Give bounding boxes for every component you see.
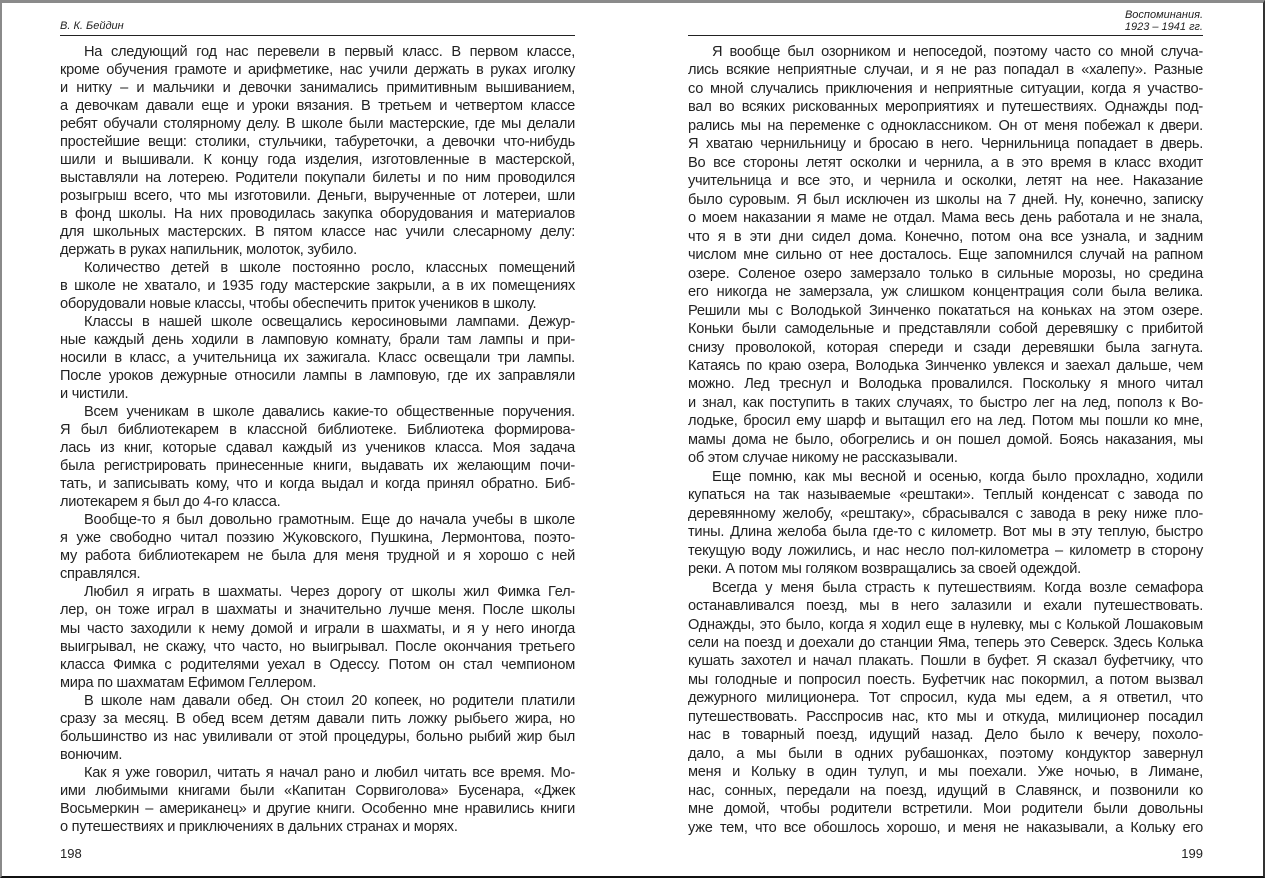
text-line: Еще помню, как мы весной и осенью, когда было прохладно, ходили: [712, 468, 1203, 485]
text-line: му работа библиотекарем не была для меня трудной и я хорошо с ней: [60, 548, 575, 565]
page-body-text: [60, 43, 575, 836]
text-line: тины. Длина желоба была где-то с километр. Вот мы в эту теплую, быстро: [688, 524, 1203, 541]
text-line: Я хватаю чернильницу и бросаю в него. Чернильница попадает в дверь.: [688, 136, 1203, 153]
paragraph: [60, 313, 575, 403]
text-line: На следующий год нас перевели в первый класс. В первом классе,: [84, 44, 575, 60]
text-line: нас, сонных, передали на поезд, идущий в Славянск, и позвонили ко: [688, 782, 1203, 799]
text-line: в школе не хватало, и 1935 году мастерские закрыли, а в их помещениях: [60, 278, 575, 295]
text-line: розыгрыш всего, что мы изготовили. Деньги, вырученные от лотереи, шли: [60, 188, 575, 205]
text-line: Любил я играть в шахматы. Через дорогу от школы жил Фимка Гел-: [84, 584, 575, 601]
text-line: числом мне сильно от нее досталось. Еще запомнился случай на рапном: [688, 247, 1203, 264]
text-line: Вообще-то я был довольно грамотным. Еще до начала учебы в школе: [84, 512, 575, 529]
text-line: класса Фимка с родителями уехал в Одессу. Потом он стал чемпионом: [60, 656, 575, 673]
page-number: 198: [60, 846, 82, 861]
text-line: текущую воду ложились, и нас несло пол-километра – километр в сторону: [688, 542, 1203, 559]
page-body-text: [688, 43, 1203, 837]
paragraph: [688, 579, 1203, 838]
paragraph: [60, 764, 575, 836]
paragraph: [60, 259, 575, 313]
text-line: лиотекарем я был до 4-го класса.: [60, 494, 281, 511]
text-line: Катаясь по краю озера, Володька Зинченко увлекся и заехал дальше, чем: [688, 357, 1203, 374]
text-line: Всем ученикам в школе давались какие-то общественные поручения.: [84, 404, 575, 421]
text-line: лась из книг, которые сдавал каждый из учеников класса. Моя задача: [60, 440, 575, 457]
text-line: Классы в нашей школе освещались керосиновыми лампами. Дежур-: [84, 314, 575, 331]
running-head: [688, 0, 1203, 36]
book-years-line: 1923 – 1941 гг.: [1124, 21, 1203, 33]
text-line: мамы дома не было, обогрелись и он пошел домой. Боясь наказания, мы: [688, 431, 1203, 448]
text-line: деревянному желобу, «рештаку», сбрасывался с завода в реку ниже пло-: [688, 505, 1203, 522]
text-line: Всегда у меня была страсть к путешествиям. Когда возле семафора: [712, 579, 1203, 596]
text-line: ими любимыми книгами были «Капитан Сорвиголова» Бусенара, «Джек: [60, 782, 575, 799]
left-page: [60, 0, 575, 881]
text-line: Количество детей в школе постоянно росло, классных помещений: [84, 260, 575, 277]
text-line: озере. Соленое озеро замерзало только в сильные морозы, но средина: [688, 265, 1203, 282]
text-line: Восьмеркин – американец» и другие книги. Особенно мне нравились книги: [60, 800, 575, 817]
text-line: купаться на так называемые «рештаки». Теплый конденсат с завода по: [688, 487, 1203, 504]
text-line: о моем наказании я маме не отдал. Мама весь день работала и не знала,: [688, 210, 1203, 227]
text-line: кроме обучения грамоте и арифметике, нас учили держать в руках иголку: [60, 62, 575, 79]
book-title: [1125, 9, 1203, 33]
text-line: останавливался поезд, мы в него залазили и ехали путешествовать.: [688, 598, 1203, 615]
paragraph: [688, 468, 1203, 579]
text-line: носили в класс, а учительница их зажигала. Класс освещали три лампы.: [60, 350, 575, 367]
text-line: сразу за месяц. В обед всем детям давали пить ложку рыбьего жира, но: [60, 710, 575, 727]
text-line: простейшие вещи: столики, стульчики, табуреточки, а девочки что-нибудь: [60, 134, 575, 151]
text-line: мы голодные и попросил поесть. Буфетчик нас покормил, а потом вызвал: [688, 671, 1203, 688]
page-number: 199: [1181, 846, 1203, 861]
text-line: меня и Кольку в один тулуп, и мы поехали. Уже ночью, в Лимане,: [688, 764, 1203, 781]
text-line: что я в эти дни сидел дома. Конечно, потом она все узнала, и задним: [688, 228, 1203, 245]
text-line: Коньки были самодельные и представляли собой деревяшку с прибитой: [688, 321, 1203, 338]
paragraph: [60, 583, 575, 691]
text-line: о путешествиях и приключениях в дальних странах и морях.: [60, 818, 458, 835]
text-line: тать, и записывать кому, что и когда выдал и когда принял обратно. Биб-: [60, 476, 575, 493]
text-line: об этом случае никому не рассказывали.: [688, 450, 958, 467]
text-line: выставляли на лотерею. Родители покупали билеты и по ним проводился: [60, 170, 575, 187]
text-line: шили и вышивали. К концу года изделия, изготовленные в мастерской,: [60, 152, 575, 169]
text-line: Во все стороны летят осколки и чернила, а в это время в класс входит: [688, 154, 1203, 171]
book-title-line: Воспоминания.: [1124, 9, 1203, 21]
text-line: уже тем, что все обошлось хорошо, и меня не наказывали, а Кольку его: [688, 819, 1203, 836]
text-line: дежурного милиционера. Тот спросил, куда мы едем, а я ответил, что: [688, 690, 1203, 707]
text-line: оборудовали новые классы, чтобы обеспечить приток учеников в школу.: [60, 296, 537, 313]
text-line: лодьке, бросил ему шарф и вытащил его на лед. Потом мы пошли ко мне,: [688, 413, 1203, 430]
text-line: для школьных мастерских. В пятом классе нас учили слесарному делу:: [60, 224, 575, 241]
text-line: мира по шахматам Ефимом Геллером.: [60, 674, 317, 691]
text-line: а девочкам давали еще и уроки вязания. В третьем и четвертом классе: [60, 98, 575, 115]
text-line: мне домой, чтобы родители встретили. Мои родители были довольны: [688, 801, 1203, 818]
text-line: справлялся.: [60, 566, 141, 583]
text-line: можно. Лед треснул и Володька провалился. Поскольку я много читал: [688, 376, 1203, 393]
text-line: и нитку – и мальчики и девочки занимались примитивным вышиванием,: [60, 80, 575, 97]
text-line: учительница и все это, и чернила и осколки, летят на нее. Наказание: [688, 173, 1203, 190]
text-line: была регистрировать принесенные книги, выдавать их желающим почи-: [60, 458, 575, 475]
text-line: После уроков дежурные относили лампы в ламповую, где их заправляли: [60, 368, 575, 385]
text-line: со мной случались приключения и неприятные ситуации, когда я участво-: [688, 80, 1203, 97]
text-line: мы часто заходили к нему домой и играли в шахматы, и я у него иногда: [60, 620, 575, 637]
paragraph: [60, 43, 575, 259]
paragraph: [688, 43, 1203, 468]
running-head: [60, 0, 575, 36]
text-line: снизу проволокой, которая спереди и сзади деревяшки была загнута.: [688, 339, 1203, 356]
text-line: В школе нам давали обед. Он стоил 20 копеек, но родители платили: [84, 692, 575, 709]
author-name: В. К. Бейдин: [60, 20, 124, 32]
text-line: лер, он тоже играл в шахматы и значительно лучше меня. После школы: [60, 602, 575, 619]
text-line: было суровым. Я был исключен из школы на 7 дней. Ну, конечно, записку: [688, 191, 1203, 208]
text-line: реки. А потом мы голяком возвращались за своей одеждой.: [688, 561, 1081, 578]
text-line: лись всякие неприятные случаи, и я не раз попадал в «халепу». Разные: [688, 62, 1203, 79]
text-line: рались мы на переменке с одноклассником. Он от меня побежал к двери.: [688, 117, 1203, 134]
text-line: я уже свободно читал поэзию Жуковского, Пушкина, Лермонтова, поэто-: [60, 530, 575, 547]
text-line: дало, а мы были в одних рубашонках, поэтому кондуктор завернул: [688, 745, 1203, 762]
text-line: вонючим.: [60, 746, 123, 763]
text-line: нас в товарный поезд, идущий назад. Дело было к вечеру, похоло-: [688, 727, 1203, 744]
text-line: и чистили.: [60, 386, 129, 403]
text-line: Как я уже говорил, читать я начал рано и любил читать все время. Мо-: [84, 764, 575, 781]
text-line: в фонд школы. На них проводилась закупка оборудования и материалов: [60, 206, 575, 223]
paragraph: [60, 692, 575, 764]
text-line: ребят обучали столярному делу. В школе были мастерские, где мы делали: [60, 116, 575, 133]
text-line: ные каждый день ходили в ламповую комнату, брали там лампы и при-: [60, 332, 575, 349]
text-line: его никогда не замерзала, уж слишком концентрация соли была велика.: [688, 284, 1203, 301]
text-line: и знал, как поступить в таких случаях, то быстро лег на лед, пополз к Во-: [688, 394, 1203, 411]
text-line: путешествовать. Расспросив нас, кто мы и откуда, милиционер посадил: [688, 708, 1203, 725]
text-line: выигрывал, не скажу, что часто, но выигрывал. После окончания третьего: [60, 638, 575, 655]
text-line: вал во всяких рискованных мероприятиях и путешествиях. Однажды под-: [688, 99, 1203, 116]
text-line: сели на поезд и доехали до станции Яма, теперь это Северск. Здесь Колька: [688, 635, 1203, 651]
text-line: Решили мы с Володькой Зинченко покататься на коньках на этом озере.: [688, 302, 1203, 319]
text-line: кушать захотел и начал плакать. Пошли в буфет. Я сказал буфетчику, что: [688, 653, 1203, 670]
right-page: [688, 0, 1203, 881]
text-line: Я был библиотекарем в классной библиотеке. Библиотека формирова-: [60, 422, 575, 439]
paragraph: [60, 403, 575, 511]
paragraph: [60, 511, 575, 583]
text-line: держать в руках напильник, молоток, зубило.: [60, 242, 357, 259]
text-line: большинство из нас увиливали от этой процедуры, больно рыбий жир был: [60, 728, 575, 745]
text-line: Я вообще был озорником и непоседой, поэтому часто со мной случа-: [712, 44, 1203, 60]
text-line: Однажды, это было, когда я ходил еще в нулевку, мы с Колькой Лошаковым: [688, 616, 1203, 633]
